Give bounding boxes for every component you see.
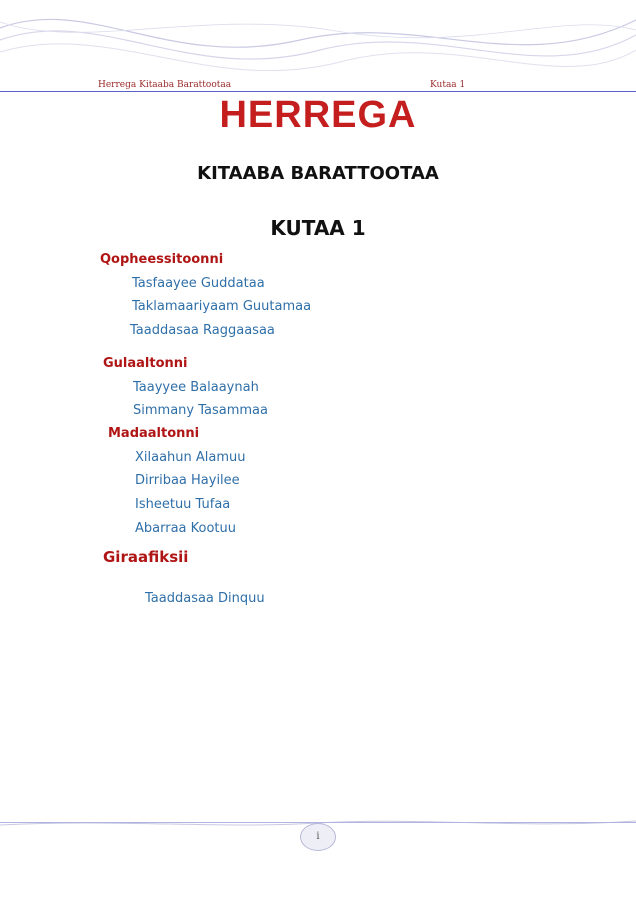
header-wave-decoration [0,0,636,100]
author-name: Tasfaayee Guddataa [132,276,265,291]
evaluator-name: Abarraa Kootuu [135,521,236,536]
page-number: i [300,823,336,851]
evaluator-name: Isheetuu Tufaa [135,497,231,512]
author-name: Taaddasaa Raggaasaa [130,323,275,338]
section-heading-graphics: Giraafiksii [103,548,189,566]
running-header-chapter: Kutaa 1 [430,80,466,90]
evaluator-name: Xilaahun Alamuu [135,450,246,465]
evaluator-name: Dirribaa Hayilee [135,473,240,488]
running-header-title: Herrega Kitaaba Barattootaa [98,80,232,90]
section-heading-evaluators: Madaaltonni [108,426,200,441]
book-subtitle: KITAABA BARATTOOTAA [197,163,439,184]
author-name: Taklamaariyaam Guutamaa [132,299,312,314]
section-heading-authors: Qopheessitoonni [100,252,224,267]
graphics-name: Taaddasaa Dinquu [145,591,265,606]
editor-name: Simmany Tasammaa [133,403,268,418]
section-heading-editors: Gulaaltonni [103,356,188,371]
header-rule [0,91,636,92]
chapter-label: KUTAA 1 [270,216,366,240]
book-title: HERREGA [219,94,417,136]
editor-name: Taayyee Balaaynah [133,380,259,395]
